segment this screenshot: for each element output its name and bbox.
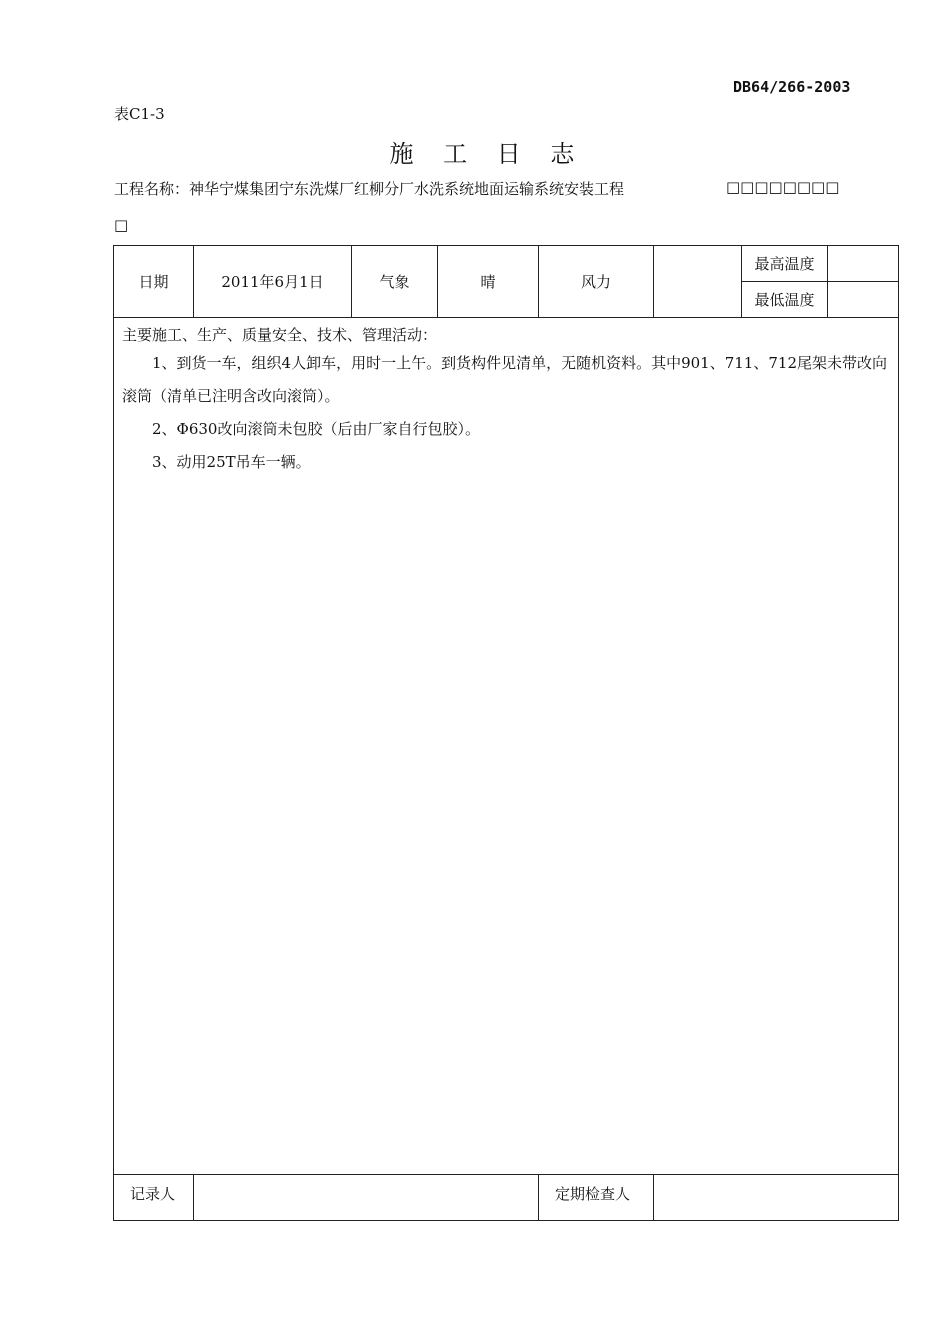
activity-item: 2、Φ630改向滚筒未包胶（后由厂家自行包胶）。: [152, 420, 480, 438]
activities-heading: 主要施工、生产、质量安全、技术、管理活动：: [122, 326, 438, 344]
recorder-label: 记录人: [114, 1175, 194, 1221]
max-temp-value: [828, 246, 899, 282]
min-temp-value: [828, 282, 899, 318]
project-name: 神华宁煤集团宁东洗煤厂红柳分厂水洗系统地面运输系统安装工程: [189, 180, 625, 198]
date-label: 日期: [114, 246, 194, 318]
recorder-value: [194, 1175, 539, 1221]
construction-log-table: [113, 245, 899, 1221]
activities-cell: [114, 318, 899, 1175]
activity-item: 1、到货一车，组织4人卸车，用时一上午。到货构件见清单，无随机资料。其中901、711、712尾架未带改向滚筒（清单已注明含改向滚筒）。: [122, 354, 887, 405]
weather-label: 气象: [352, 246, 438, 318]
project-label: 工程名称：: [114, 180, 190, 198]
form-code: 表C1-3: [114, 105, 165, 123]
inspector-value: [654, 1175, 899, 1221]
min-temp-label: 最低温度: [742, 282, 828, 318]
placeholder-square: □: [114, 216, 129, 234]
wind-label: 风力: [539, 246, 654, 318]
date-value: 2011年6月1日: [194, 246, 352, 318]
max-temp-label: 最高温度: [742, 246, 828, 282]
inspector-label: 定期检查人: [539, 1175, 654, 1221]
activity-item: 3、动用25T吊车一辆。: [152, 453, 311, 471]
standard-code: DB64/266-2003: [733, 78, 851, 96]
project-line: [114, 178, 874, 199]
placeholder-squares: □□□□□□□□: [726, 178, 840, 196]
page-title: 施 工 日 志: [389, 140, 586, 168]
wind-value: [654, 246, 742, 318]
weather-value: 晴: [438, 246, 539, 318]
